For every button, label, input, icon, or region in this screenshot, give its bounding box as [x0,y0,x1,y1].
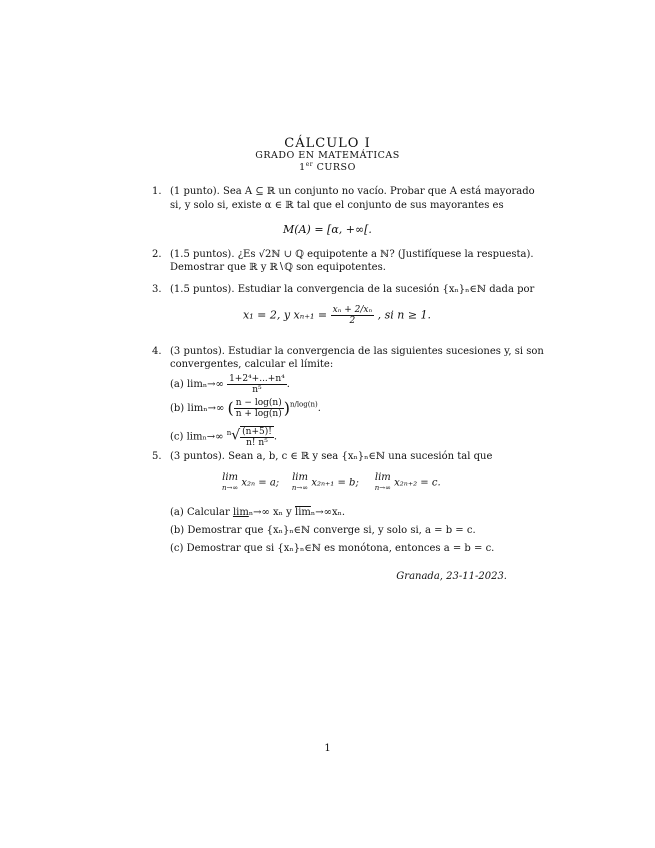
problem-4-line-1: (3 puntos). Estudiar la convergencia de las siguientes sucesiones y, si son [170,346,544,357]
problem-2-number: 2. [152,249,162,260]
problem-3-formula: x₁ = 2, y xₙ₊₁ = $\frac{\text{xₙ + 2/xₙ}}{2}$ , si n ≥ 1. [243,305,432,326]
problem-5-item-b: (b) Demostrar que {xₙ}ₙ∈ℕ converge si, y solo si, a = b = c. [170,525,476,536]
problem-1-line-1: (1 punto). Sea A ⊆ ℝ un conjunto no vacío. Probar que A está mayorado [170,186,535,197]
problem-1-line-2: si, y solo si, existe α ∈ ℝ tal que el conjunto de sus mayorantes es [170,200,504,211]
problem-1-number: 1. [152,186,162,197]
problem-5-number: 5. [152,451,162,462]
problem-5-item-a: (a) Calcular limₙ→∞ xₙ y $\overline{lim}_n\to\infty x_n$. [170,507,346,518]
problem-3-number: 3. [152,284,162,295]
page-subtitle: GRADO EN MATEMÁTICAS [255,150,400,161]
page-number: 1 [324,743,331,754]
problem-5-line-1: (3 puntos). Sean a, b, c ∈ ℝ y sea {xₙ}ₙ∈ℕ una sucesión tal que [170,451,493,462]
problem-4-item-b: (b) limₙ→∞ ( $\frac{n - \log(n)}{n + \log(n)}$ )$^{n/log(n)}$. [170,398,321,419]
signature-date: Granada, 23-11-2023. [396,571,507,582]
problem-3-line-1: (1.5 puntos). Estudiar la convergencia de la sucesión {xₙ}ₙ∈ℕ dada por [170,284,535,295]
problem-2-line-2: Demostrar que ℝ y ℝ∖ℚ son equipotentes. [170,262,386,273]
problem-5-limits: lim n→∞ x₂ₙ = a; lim n→∞ x₂ₙ₊₁ = b; lim n→∞ x₂ₙ₊₂ = c. [222,472,441,492]
problem-5-item-c: (c) Demostrar que si {xₙ}ₙ∈ℕ es monótona, entonces a = b = c. [170,543,495,554]
problem-1-formula: M(A) = [α, +∞[. [283,223,372,236]
problem-4-item-c: (c) limₙ→∞ $^n$√ $\frac{(n+5)!}{\text{n! n⁵}}$ . [170,427,278,448]
page-title: CÁLCULO I [284,136,371,151]
course-line: 1er CURSO [299,161,356,174]
problem-4-number: 4. [152,346,162,357]
problem-4-line-2: convergentes, calcular el límite: [170,359,334,370]
problem-2-line-1: (1.5 puntos). ¿Es √2ℕ ∪ ℚ equipotente a ℕ? (Justifíquese la respuesta). [170,249,534,260]
problem-4-item-a: (a) limₙ→∞ $\frac{\text{1+2⁴+...+n⁴}}{\text{n⁵}}$ . [170,374,290,395]
